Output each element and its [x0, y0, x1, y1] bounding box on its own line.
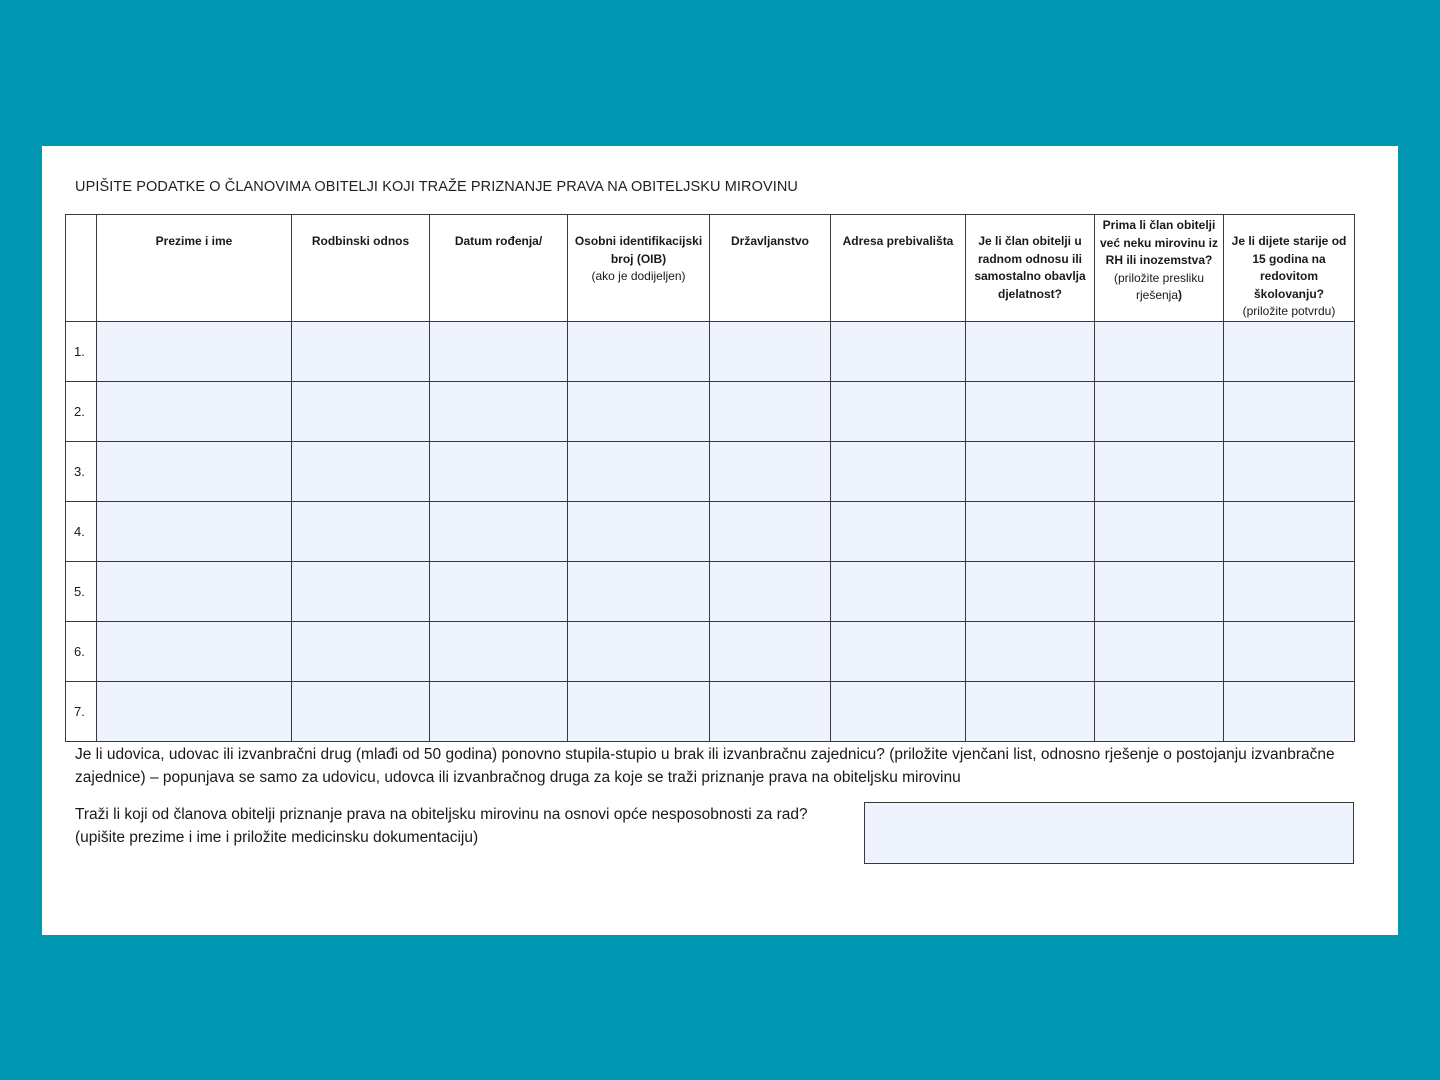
header-relation: Rodbinski odnos [292, 215, 430, 322]
header-oib-note: (ako je dodijeljen) [591, 269, 686, 283]
citizenship-field[interactable] [710, 681, 831, 741]
header-row-number [66, 215, 97, 322]
oib-field[interactable] [568, 501, 710, 561]
name-field[interactable] [97, 561, 292, 621]
relation-field[interactable] [292, 621, 430, 681]
pension-field[interactable] [1095, 501, 1224, 561]
relation-field[interactable] [292, 561, 430, 621]
pension-field[interactable] [1095, 561, 1224, 621]
name-field[interactable] [97, 381, 292, 441]
child-schooling-field[interactable] [1224, 681, 1355, 741]
incapacity-answer-field[interactable] [864, 802, 1354, 864]
pension-field[interactable] [1095, 441, 1224, 501]
oib-field[interactable] [568, 621, 710, 681]
header-child-title: Je li dijete starije od 15 godina na redovitom školovanju? [1231, 234, 1347, 301]
table-body [66, 321, 1355, 741]
child-schooling-field[interactable] [1224, 561, 1355, 621]
incapacity-question [75, 803, 865, 849]
table-row [66, 621, 1355, 681]
row-number: 6. [66, 621, 97, 681]
oib-field[interactable] [568, 561, 710, 621]
citizenship-field[interactable] [710, 501, 831, 561]
birth-date-field[interactable] [430, 681, 568, 741]
address-field[interactable] [831, 561, 966, 621]
header-oib [568, 215, 710, 322]
row-number: 2. [66, 381, 97, 441]
child-schooling-field[interactable] [1224, 501, 1355, 561]
table-header-row [66, 215, 1355, 322]
table-row [66, 681, 1355, 741]
pension-field[interactable] [1095, 621, 1224, 681]
table-row [66, 561, 1355, 621]
row-number: 3. [66, 441, 97, 501]
citizenship-field[interactable] [710, 621, 831, 681]
oib-field[interactable] [568, 441, 710, 501]
child-schooling-field[interactable] [1224, 321, 1355, 381]
header-citizenship: Državljanstvo [710, 215, 831, 322]
child-schooling-field[interactable] [1224, 441, 1355, 501]
row-number: 5. [66, 561, 97, 621]
child-schooling-field[interactable] [1224, 381, 1355, 441]
name-field[interactable] [97, 441, 292, 501]
birth-date-field[interactable] [430, 321, 568, 381]
citizenship-field[interactable] [710, 561, 831, 621]
header-employment: Je li član obitelji u radnom odnosu ili samostalno obavlja djelatnost? [966, 215, 1095, 322]
pension-field[interactable] [1095, 681, 1224, 741]
birth-date-field[interactable] [430, 441, 568, 501]
relation-field[interactable] [292, 441, 430, 501]
row-number: 7. [66, 681, 97, 741]
birth-date-field[interactable] [430, 381, 568, 441]
form-heading: UPIŠITE PODATKE O ČLANOVIMA OBITELJI KOJI TRAŽE PRIZNANJE PRAVA NA OBITELJSKU MIROVINU [75, 179, 799, 195]
birth-date-field[interactable] [430, 501, 568, 561]
citizenship-field[interactable] [710, 441, 831, 501]
oib-field[interactable] [568, 381, 710, 441]
employment-field[interactable] [966, 681, 1095, 741]
name-field[interactable] [97, 501, 292, 561]
oib-field[interactable] [568, 321, 710, 381]
header-address: Adresa prebivališta [831, 215, 966, 322]
relation-field[interactable] [292, 681, 430, 741]
birth-date-field[interactable] [430, 561, 568, 621]
table-row [66, 441, 1355, 501]
header-birth-date: Datum rođenja/ [430, 215, 568, 322]
employment-field[interactable] [966, 501, 1095, 561]
pension-field[interactable] [1095, 381, 1224, 441]
birth-date-field[interactable] [430, 621, 568, 681]
citizenship-field[interactable] [710, 381, 831, 441]
header-pension [1095, 215, 1224, 322]
table-row [66, 321, 1355, 381]
table-row [66, 381, 1355, 441]
family-members-table [65, 214, 1355, 742]
header-pension-title: Prima li član obitelji već neku mirovinu iz RH ili inozemstva? [1099, 218, 1219, 267]
remarriage-note: Je li udovica, udovac ili izvanbračni drug (mlađi od 50 godina) ponovno stupila-stupio u brak ili izvanbračnu zajednicu? (priložite vjenčani list, odnosno rješenje o postojanju izvanbračne zajednice) – popunjava se samo za udovicu, udovca ili izvanbračnog druga za koje se traži priznanje prava na obiteljsku mirovinu [75, 746, 1335, 786]
name-field[interactable] [97, 621, 292, 681]
incapacity-question-text: Traži li koji od članova obitelji priznanje prava na obiteljsku mirovinu na osnovi opće nesposobnosti za rad? [75, 806, 808, 823]
row-number: 4. [66, 501, 97, 561]
relation-field[interactable] [292, 381, 430, 441]
address-field[interactable] [831, 621, 966, 681]
relation-field[interactable] [292, 321, 430, 381]
pension-field[interactable] [1095, 321, 1224, 381]
name-field[interactable] [97, 681, 292, 741]
form-sheet [42, 146, 1398, 935]
employment-field[interactable] [966, 381, 1095, 441]
address-field[interactable] [831, 501, 966, 561]
header-pension-note-text: (priložite presliku rješenja [1113, 270, 1205, 302]
header-pension-note [1099, 270, 1219, 305]
header-child-note: (priložite potvrdu) [1242, 304, 1336, 318]
address-field[interactable] [831, 441, 966, 501]
header-child-schooling [1224, 215, 1355, 322]
employment-field[interactable] [966, 621, 1095, 681]
incapacity-question-hint: (upišite prezime i ime i priložite medicinsku dokumentaciju) [75, 829, 479, 846]
table-row [66, 501, 1355, 561]
child-schooling-field[interactable] [1224, 621, 1355, 681]
oib-field[interactable] [568, 681, 710, 741]
address-field[interactable] [831, 681, 966, 741]
address-field[interactable] [831, 381, 966, 441]
header-name: Prezime i ime [97, 215, 292, 322]
relation-field[interactable] [292, 501, 430, 561]
header-oib-title: Osobni identifikacijski broj (OIB) [574, 234, 703, 266]
employment-field[interactable] [966, 561, 1095, 621]
address-field[interactable] [831, 321, 966, 381]
header-pension-note-paren: ) [1178, 288, 1183, 302]
citizenship-field[interactable] [710, 321, 831, 381]
employment-field[interactable] [966, 321, 1095, 381]
row-number: 1. [66, 321, 97, 381]
employment-field[interactable] [966, 441, 1095, 501]
name-field[interactable] [97, 321, 292, 381]
